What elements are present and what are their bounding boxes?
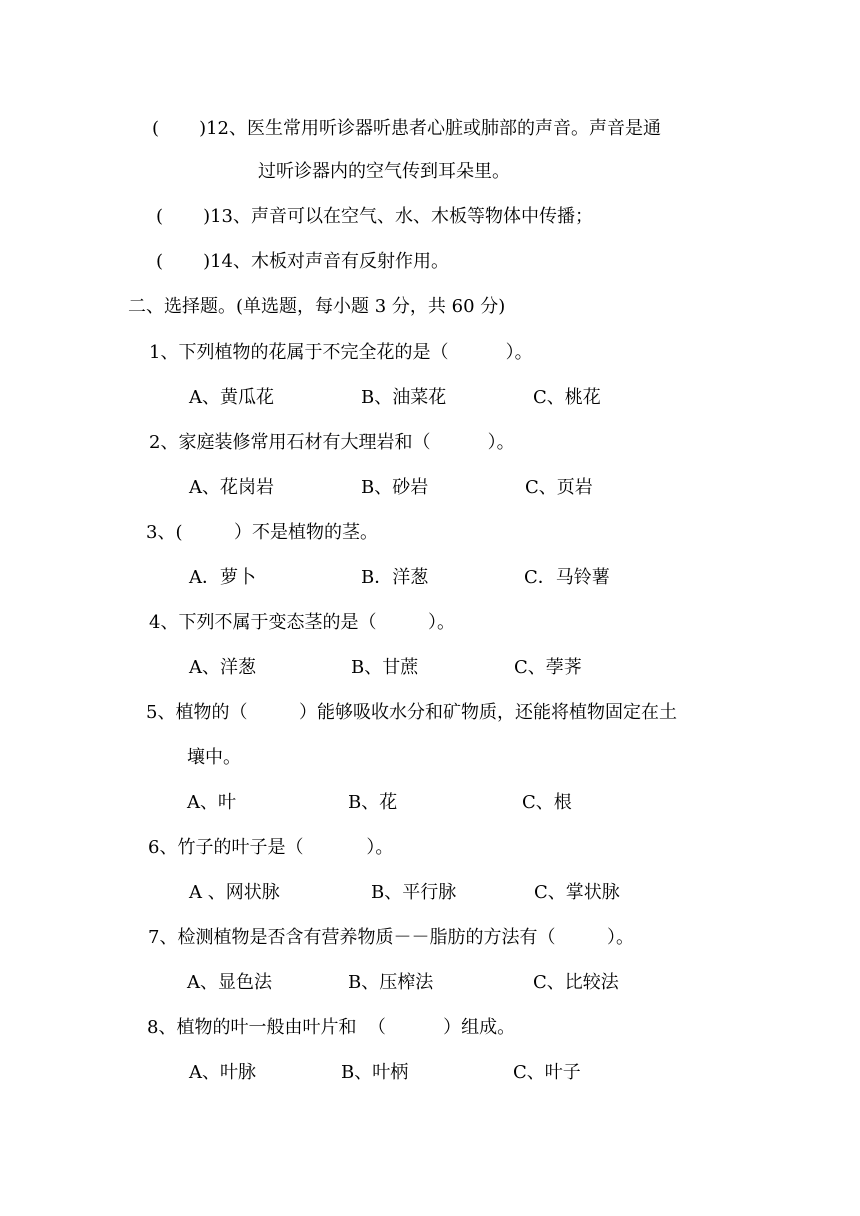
- question-1-option-a: A、黄瓜花: [189, 387, 274, 408]
- question-3-option-b: B．洋葱: [361, 567, 429, 588]
- tf-item-13: ( )13、声音可以在空气、水、木板等物体中传播；: [156, 206, 593, 227]
- question-3-stem: 3、( ）不是植物的茎。: [146, 522, 378, 543]
- question-2-stem: 2、家庭装修常用石材有大理岩和（ ）。: [149, 432, 515, 453]
- question-5-stem-cont: 壤中。: [187, 747, 241, 768]
- section-title: 二、选择题。(单选题，每小题 3 分，共 60 分): [128, 296, 506, 317]
- tf-item-14: ( )14、木板对声音有反射作用。: [156, 251, 449, 272]
- question-5-stem: 5、植物的（ ）能够吸收水分和矿物质，还能将植物固定在土: [146, 702, 677, 723]
- question-1-option-c: C、桃花: [533, 387, 601, 408]
- question-4-option-b: B、甘蔗: [351, 657, 419, 678]
- question-1-stem: 1、下列植物的花属于不完全花的是（ ）。: [149, 342, 533, 363]
- question-6-option-a: A 、网状脉: [189, 882, 280, 903]
- question-7-option-a: A、显色法: [187, 972, 272, 993]
- question-5-option-c: C、根: [522, 792, 572, 813]
- question-4-option-c: C、荸荠: [514, 657, 582, 678]
- question-6-option-b: B、平行脉: [371, 882, 457, 903]
- question-2-option-c: C、页岩: [525, 477, 593, 498]
- question-5-option-a: A、叶: [187, 792, 236, 813]
- question-8-option-c: C、叶子: [513, 1062, 581, 1083]
- question-7-option-c: C、比较法: [533, 972, 619, 993]
- question-4-stem: 4、下列不属于变态茎的是（ ）。: [149, 612, 455, 633]
- question-6-option-c: C、掌状脉: [534, 882, 620, 903]
- question-2-option-a: A、花岗岩: [189, 477, 274, 498]
- question-6-stem: 6、竹子的叶子是（ ）。: [148, 837, 394, 858]
- question-8-option-a: A、叶脉: [189, 1062, 256, 1083]
- question-4-option-a: A、洋葱: [189, 657, 256, 678]
- question-1-option-b: B、油菜花: [361, 387, 447, 408]
- question-7-option-b: B、压榨法: [348, 972, 434, 993]
- question-3-option-c: C．马铃薯: [524, 567, 610, 588]
- question-7-stem: 7、检测植物是否含有营养物质－－脂肪的方法有（ ）。: [148, 927, 634, 948]
- question-3-option-a: A．萝卜: [189, 567, 256, 588]
- question-2-option-b: B、砂岩: [361, 477, 429, 498]
- tf-item-12-line1: ( )12、医生常用听诊器听患者心脏或肺部的声音。声音是通: [152, 118, 661, 139]
- tf-item-12-line2: 过听诊器内的空气传到耳朵里。: [258, 161, 510, 182]
- question-5-option-b: B、花: [348, 792, 398, 813]
- question-8-option-b: B、叶柄: [341, 1062, 409, 1083]
- question-8-stem: 8、植物的叶一般由叶片和 （ ）组成。: [147, 1017, 516, 1038]
